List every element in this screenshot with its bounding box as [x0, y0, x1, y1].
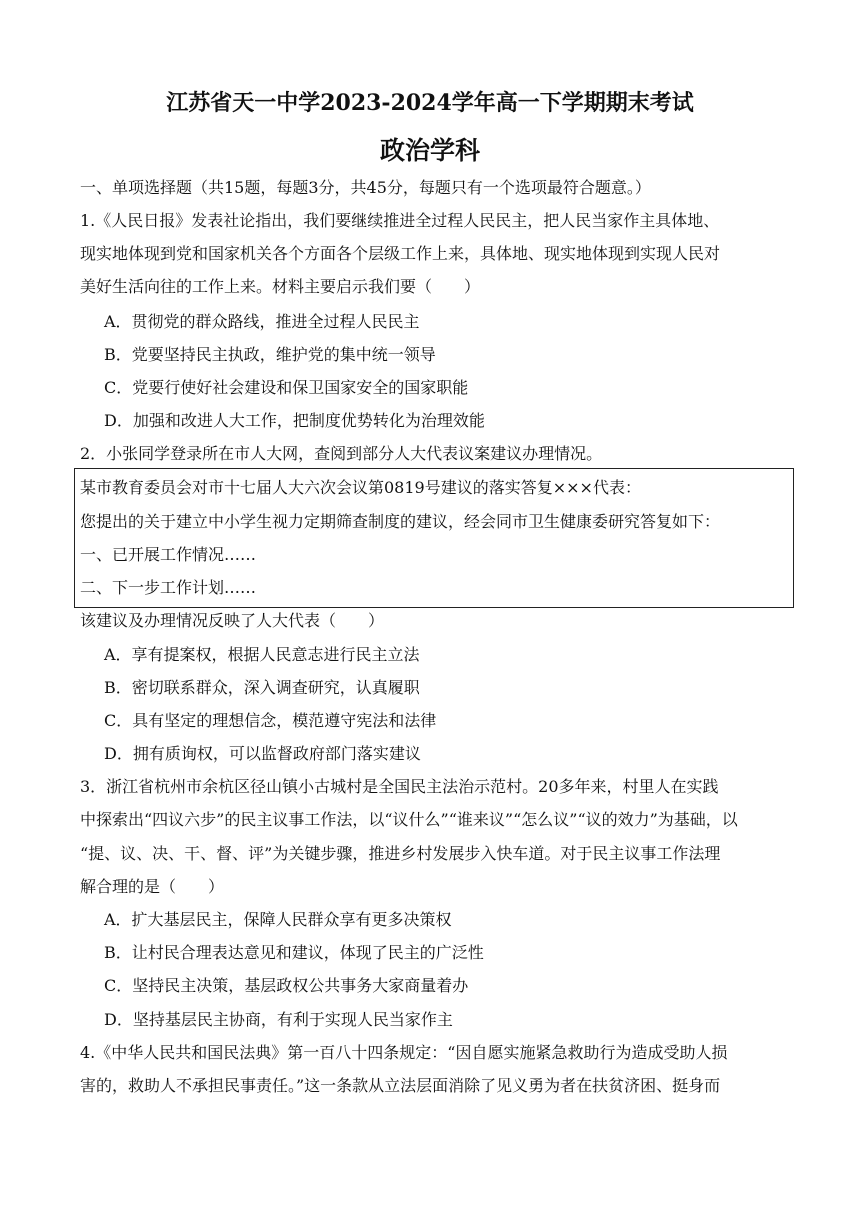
exam-title: 江苏省天一中学2023-2024学年高一下学期期末考试 [166, 90, 694, 116]
q2-option-d: D．拥有质询权，可以监督政府部门落实建议 [104, 744, 421, 763]
section-heading: 一、单项选择题（共15题，每题3分，共45分，每题只有一个选项最符合题意。） [80, 178, 651, 197]
q3-stem-line-2: 中探索出“四议六步”的民主议事工作法，以“议什么”“谁来议”“怎么议”“议的效力”为基础，以 [80, 810, 738, 829]
q1-stem-line-1: 1.《人民日报》发表社论指出，我们要继续推进全过程人民民主，把人民当家作主具体地、 [80, 211, 720, 230]
q1-option-b: B．党要坚持民主执政，维护党的集中统一领导 [104, 345, 436, 364]
q2-stem: 该建议及办理情况反映了人大代表（ ） [80, 611, 385, 630]
q4-stem-line-1: 4.《中华人民共和国民法典》第一百八十四条规定：“因自愿实施紧急救助行为造成受助人损 [80, 1043, 728, 1062]
q2-box-line-4: 二、下一步工作计划…… [80, 578, 257, 597]
q1-stem-line-3: 美好生活向往的工作上来。材料主要启示我们要（ ） [80, 277, 481, 296]
q2-option-c: C．具有坚定的理想信念，模范遵守宪法和法律 [104, 711, 437, 730]
q3-stem-line-3: “提、议、决、干、督、评”为关键步骤，推进乡村发展步入快车道。对于民主议事工作法理 [80, 844, 721, 863]
q3-option-d: D．坚持基层民主协商，有利于实现人民当家作主 [104, 1010, 453, 1029]
q2-box-line-1: 某市教育委员会对市十七届人大六次会议第0819号建议的落实答复×××代表： [80, 478, 641, 497]
q1-stem-line-2: 现实地体现到党和国家机关各个方面各个层级工作上来，具体地、现实地体现到实现人民对 [80, 244, 721, 263]
q3-option-c: C．坚持民主决策，基层政权公共事务大家商量着办 [104, 976, 469, 995]
q2-box-line-2: 您提出的关于建立中小学生视力定期筛查制度的建议，经会同市卫生健康委研究答复如下： [80, 512, 721, 531]
q2-box-line-3: 一、已开展工作情况…… [80, 545, 257, 564]
q3-stem-line-4: 解合理的是（ ） [80, 877, 225, 896]
q2-option-a: A．享有提案权，根据人民意志进行民主立法 [104, 645, 420, 664]
q1-option-c: C．党要行使好社会建设和保卫国家安全的国家职能 [104, 378, 469, 397]
q4-stem-line-2: 害的，救助人不承担民事责任。”这一条款从立法层面消除了见义勇为者在扶贫济困、挺身而 [80, 1076, 721, 1095]
q1-option-d: D．加强和改进人大工作，把制度优势转化为治理效能 [104, 411, 485, 430]
q3-option-a: A．扩大基层民主，保障人民群众享有更多决策权 [104, 910, 452, 929]
q3-option-b: B．让村民合理表达意见和建议，体现了民主的广泛性 [104, 943, 484, 962]
q1-option-a: A．贯彻党的群众路线，推进全过程人民民主 [104, 312, 420, 331]
q2-intro: 2．小张同学登录所在市人大网，查阅到部分人大代表议案建议办理情况。 [80, 444, 603, 463]
q3-stem-line-1: 3．浙江省杭州市余杭区径山镇小古城村是全国民主法治示范村。20多年来，村里人在实践 [80, 777, 719, 796]
subject-title: 政治学科 [379, 136, 480, 165]
q2-option-b: B．密切联系群众，深入调查研究，认真履职 [104, 678, 420, 697]
